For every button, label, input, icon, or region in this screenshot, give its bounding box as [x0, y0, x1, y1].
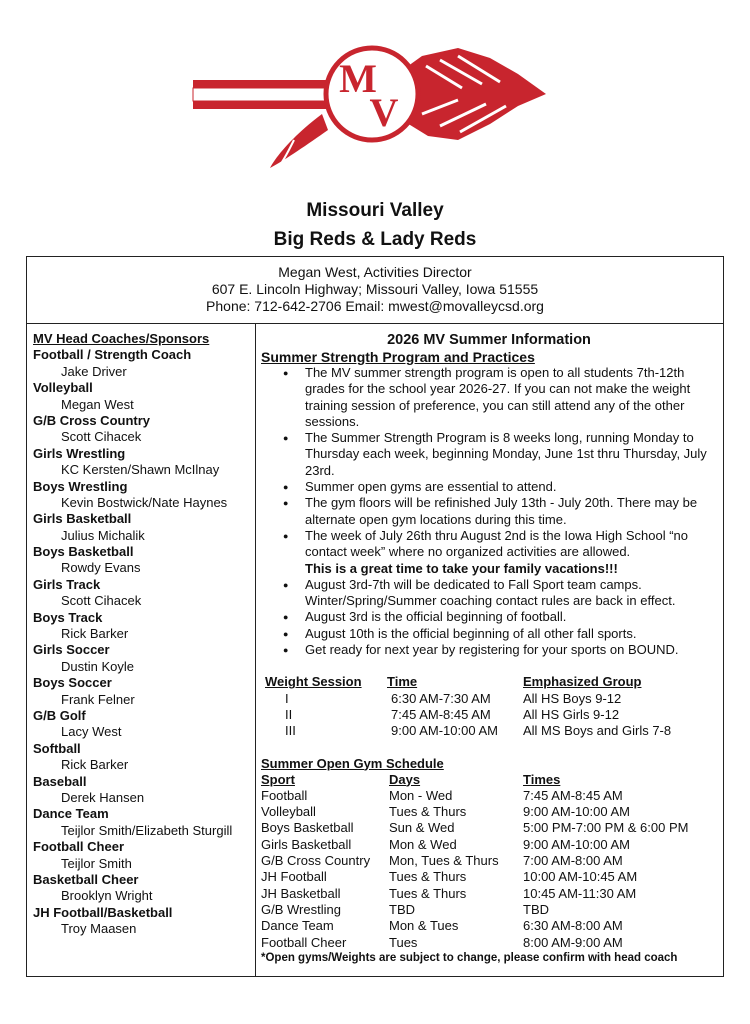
- bullet-item: [305, 430, 717, 479]
- table-cell: 7:45 AM-8:45 AM: [523, 787, 623, 803]
- table-row: [261, 820, 713, 836]
- phone-email-line: Phone: 712-642-2706 Email: mwest@movalleycsd.org: [206, 298, 544, 314]
- table-cell: Tues & Thurs: [389, 885, 467, 901]
- coach-sport: Boys Soccer: [33, 675, 112, 691]
- table-cell: JH Football: [261, 869, 327, 885]
- coach-name: Teijlor Smith: [61, 855, 132, 871]
- contact-header: [26, 256, 724, 324]
- coach-sport: Girls Soccer: [33, 642, 110, 658]
- arrowhead-logo: [190, 44, 550, 174]
- coach-sport: Volleyball: [33, 380, 93, 396]
- coaches-column: [33, 331, 253, 937]
- table-cell: Mon & Wed: [389, 836, 457, 852]
- coach-name: Lacy West: [61, 724, 122, 740]
- coach-name: Rick Barker: [61, 626, 129, 642]
- table-cell: Mon - Wed: [389, 787, 453, 803]
- coach-sport: Football Cheer: [33, 839, 125, 855]
- coach-sport: Girls Track: [33, 576, 101, 592]
- column-header: Times: [523, 771, 561, 787]
- table-row: [261, 837, 713, 853]
- coach-sport: Baseball: [33, 773, 87, 789]
- summer-info-column: [261, 331, 717, 966]
- coach-name: Dustin Koyle: [61, 658, 134, 674]
- bullet-text: The gym floors will be refinished July 13th - July 20th. There may be alternate open gym locations during this time.: [305, 495, 698, 527]
- table-cell: G/B Wrestling: [261, 901, 341, 917]
- coaches-heading: MV Head Coaches/Sponsors: [33, 331, 210, 346]
- bullet-item: [305, 528, 717, 577]
- table-cell: I: [285, 690, 289, 706]
- table-row: [265, 707, 713, 723]
- table-row: [265, 723, 713, 739]
- table-cell: 7:00 AM-8:00 AM: [523, 853, 623, 869]
- coach-name: Rick Barker: [61, 757, 129, 773]
- open-gym-table: [261, 772, 713, 951]
- table-row: [265, 691, 713, 707]
- table-row: [261, 788, 713, 804]
- column-divider: [255, 323, 256, 976]
- coach-name: Derek Hansen: [61, 789, 145, 805]
- column-header: Weight Session: [265, 674, 362, 690]
- coach-name: Scott Cihacek: [61, 429, 142, 445]
- coach-sport: G/B Golf: [33, 707, 86, 723]
- coach-sport: Boys Wrestling: [33, 478, 128, 494]
- table-cell: 10:00 AM-10:45 AM: [523, 869, 638, 885]
- table-cell: JH Basketball: [261, 885, 341, 901]
- bullet-text: The MV summer strength program is open to all students 7th-12th grades for the school year 2026-27. If you can not make the weight training session of preference, you can still attend any of the other sessions.: [305, 365, 691, 429]
- coach-sport: G/B Cross Country: [33, 412, 151, 428]
- bullet-item: [305, 642, 717, 658]
- table-cell: Volleyball: [261, 804, 316, 820]
- table-cell: 8:00 AM-9:00 AM: [523, 934, 623, 950]
- coach-name: Brooklyn Wright: [61, 888, 153, 904]
- coach-sport: JH Football/Basketball: [33, 904, 173, 920]
- table-cell: 9:00 AM-10:00 AM: [523, 804, 630, 820]
- coach-name: KC Kersten/Shawn McIlnay: [61, 462, 220, 478]
- table-cell: G/B Cross Country: [261, 853, 371, 869]
- table-cell: 7:45 AM-8:45 AM: [391, 706, 491, 722]
- bullet-item: [305, 365, 717, 430]
- vacation-note: This is a great time to take your family vacations!!!: [305, 560, 618, 576]
- page-title: Missouri Valley: [306, 200, 444, 221]
- bullet-text: Get ready for next year by registering for your sports on BOUND.: [305, 642, 679, 658]
- table-row: [261, 918, 713, 934]
- bullet-text: The Summer Strength Program is 8 weeks long, running Monday to Thursday each week, beginning Monday, June 1st thru Thursday, July 23rd.: [305, 430, 707, 478]
- bullet-item: [305, 479, 717, 495]
- bullet-text: August 3rd-7th will be dedicated to Fall Sport team camps. Winter/Spring/Summer coaching contact rules are back in effect.: [305, 576, 676, 609]
- table-cell: TBD: [389, 901, 415, 917]
- table-cell: 6:30 AM-8:00 AM: [523, 918, 623, 934]
- table-cell: II: [285, 706, 293, 722]
- coaches-list: [33, 347, 253, 937]
- table-cell: Tues: [389, 934, 418, 950]
- content-box: [26, 323, 724, 977]
- table-cell: Football: [261, 787, 308, 803]
- coach-name: Frank Felner: [61, 691, 135, 707]
- table-row: [261, 935, 713, 951]
- table-cell: Football Cheer: [261, 934, 347, 950]
- column-header: Emphasized Group: [523, 674, 642, 690]
- logo-letter-v: V: [369, 90, 399, 135]
- bullet-item: [305, 609, 717, 625]
- table-row: [261, 853, 713, 869]
- coach-sport: Football / Strength Coach: [33, 347, 192, 363]
- table-cell: 9:00 AM-10:00 AM: [391, 723, 498, 739]
- bullet-text: August 10th is the official beginning of all other fall sports.: [305, 625, 637, 641]
- column-header: Days: [389, 771, 421, 787]
- coach-sport: Basketball Cheer: [33, 871, 139, 887]
- footnote: *Open gyms/Weights are subject to change, please confirm with head coach: [261, 951, 678, 964]
- coach-sport: Girls Wrestling: [33, 445, 126, 461]
- coach-sport: Dance Team: [33, 806, 109, 822]
- column-header: Sport: [261, 771, 295, 787]
- coach-name: Troy Maasen: [61, 921, 137, 937]
- table-cell: All HS Boys 9-12: [523, 690, 622, 706]
- coach-name: Scott Cihacek: [61, 593, 142, 609]
- table-row: [261, 869, 713, 885]
- table-cell: Tues & Thurs: [389, 869, 467, 885]
- table-cell: All HS Girls 9-12: [523, 706, 620, 722]
- coach-name: Kevin Bostwick/Nate Haynes: [61, 494, 228, 510]
- bullet-item: [305, 495, 717, 528]
- coach-sport: Softball: [33, 740, 81, 756]
- table-row: [261, 902, 713, 918]
- table-cell: 9:00 AM-10:00 AM: [523, 836, 630, 852]
- table-cell: Mon, Tues & Thurs: [389, 853, 499, 869]
- coach-name: Rowdy Evans: [61, 560, 141, 576]
- table-cell: 6:30 AM-7:30 AM: [391, 690, 491, 706]
- address-line: 607 E. Lincoln Highway; Missouri Valley, Iowa 51555: [211, 281, 539, 297]
- table-cell: Sun & Wed: [389, 820, 455, 836]
- page-subtitle: Big Reds & Lady Reds: [273, 229, 477, 250]
- coach-name: Jake Driver: [61, 363, 127, 379]
- table-cell: 10:45 AM-11:30 AM: [523, 885, 637, 901]
- column-header: Time: [387, 674, 418, 690]
- coach-sport: Boys Track: [33, 609, 103, 625]
- table-cell: Dance Team: [261, 918, 334, 934]
- weight-session-table: [265, 674, 713, 739]
- bullet-text: August 3rd is the official beginning of football.: [305, 609, 567, 625]
- logo-letter-m: M: [339, 56, 377, 101]
- table-cell: Boys Basketball: [261, 820, 354, 836]
- summer-title: 2026 MV Summer Information: [387, 332, 591, 348]
- table-row: [261, 886, 713, 902]
- coach-sport: Boys Basketball: [33, 544, 134, 560]
- table-row: [261, 804, 713, 820]
- coach-sport: Girls Basketball: [33, 511, 132, 527]
- bullet-text: The week of July 26th thru August 2nd is the Iowa High School “no contact week” where no organized activities are allowed.: [305, 527, 689, 560]
- open-gym-heading: Summer Open Gym Schedule: [261, 755, 444, 771]
- table-cell: Tues & Thurs: [389, 804, 467, 820]
- table-cell: Girls Basketball: [261, 836, 352, 852]
- strength-heading: Summer Strength Program and Practices: [261, 349, 535, 365]
- table-cell: All MS Boys and Girls 7-8: [523, 723, 672, 739]
- coach-name: Megan West: [61, 396, 134, 412]
- director-line: Megan West, Activities Director: [278, 264, 472, 280]
- bullet-item: [305, 577, 717, 610]
- table-cell: Mon & Tues: [389, 918, 459, 934]
- table-cell: III: [285, 723, 296, 739]
- coach-name: Julius Michalik: [61, 527, 145, 543]
- strength-bullets: [261, 365, 717, 658]
- bullet-text: Summer open gyms are essential to attend.: [305, 479, 557, 495]
- coach-name: Teijlor Smith/Elizabeth Sturgill: [61, 822, 233, 838]
- bullet-item: [305, 626, 717, 642]
- table-cell: TBD: [523, 901, 549, 917]
- table-cell: 5:00 PM-7:00 PM & 6:00 PM: [523, 820, 689, 836]
